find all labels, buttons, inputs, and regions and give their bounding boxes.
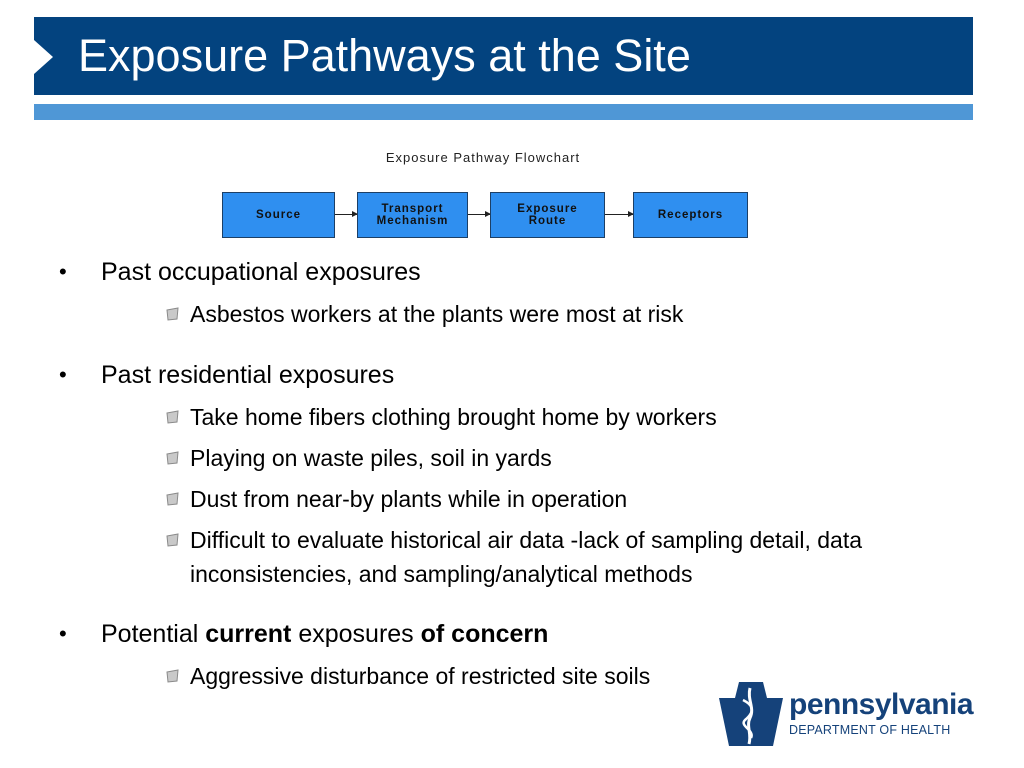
slide-title: Exposure Pathways at the Site [78, 30, 691, 81]
bullet-text-emphasis: of concern [420, 620, 549, 648]
sub-bullet-item [190, 400, 980, 434]
sub-bullet-text: Difficult to evaluate historical air data -lack of sampling detail, data inconsistencies, and sampling/analytical methods [190, 527, 863, 587]
flowchart-step-exposure-route: Exposure Route [490, 192, 605, 238]
sub-bullet-item [190, 441, 980, 475]
sub-bullet-icon [166, 533, 179, 547]
title-stripe [34, 104, 973, 120]
sub-bullet-icon [166, 669, 179, 683]
title-notch-decoration [34, 40, 53, 74]
flowchart-arrow [468, 214, 490, 215]
bullet-item [59, 257, 421, 287]
sub-bullet-icon [166, 307, 179, 321]
flowchart-title: Exposure Pathway Flowchart [385, 150, 581, 165]
flowchart-arrow [605, 214, 633, 215]
bullet-dot: • [59, 362, 67, 387]
bullet-text: Past residential exposures [101, 361, 395, 389]
sub-bullet-item [190, 482, 980, 516]
sub-bullet-item [190, 523, 965, 591]
sub-bullet-item [190, 297, 980, 331]
keystone-icon [717, 680, 785, 748]
sub-bullet-text: Take home fibers clothing brought home by workers [190, 404, 717, 430]
bullet-dot: • [59, 259, 67, 284]
flowchart-step-receptors: Receptors [633, 192, 748, 238]
bullet-text-emphasis: current [205, 620, 292, 648]
flowchart-step-source: Source [222, 192, 335, 238]
flowchart-arrow [335, 214, 357, 215]
sub-bullet-text: Aggressive disturbance of restricted site soils [190, 663, 651, 689]
pa-health-logo [717, 680, 977, 750]
bullet-item [59, 619, 549, 649]
flowchart-step-transport: Transport Mechanism [357, 192, 468, 238]
logo-wordmark: pennsylvania [789, 688, 974, 721]
sub-bullet-text: Dust from near-by plants while in operation [190, 486, 628, 512]
bullet-text: Past occupational exposures [101, 258, 421, 286]
sub-bullet-icon [166, 492, 179, 506]
sub-bullet-icon [166, 410, 179, 424]
sub-bullet-text: Playing on waste piles, soil in yards [190, 445, 552, 471]
sub-bullet-text: Asbestos workers at the plants were most at risk [190, 301, 684, 327]
bullet-text-part: Potential [101, 620, 206, 648]
bullet-item [59, 360, 395, 390]
sub-bullet-icon [166, 451, 179, 465]
bullet-text-part: exposures [291, 620, 421, 648]
logo-subtitle: DEPARTMENT OF HEALTH [789, 723, 951, 737]
bullet-dot: • [59, 621, 67, 646]
